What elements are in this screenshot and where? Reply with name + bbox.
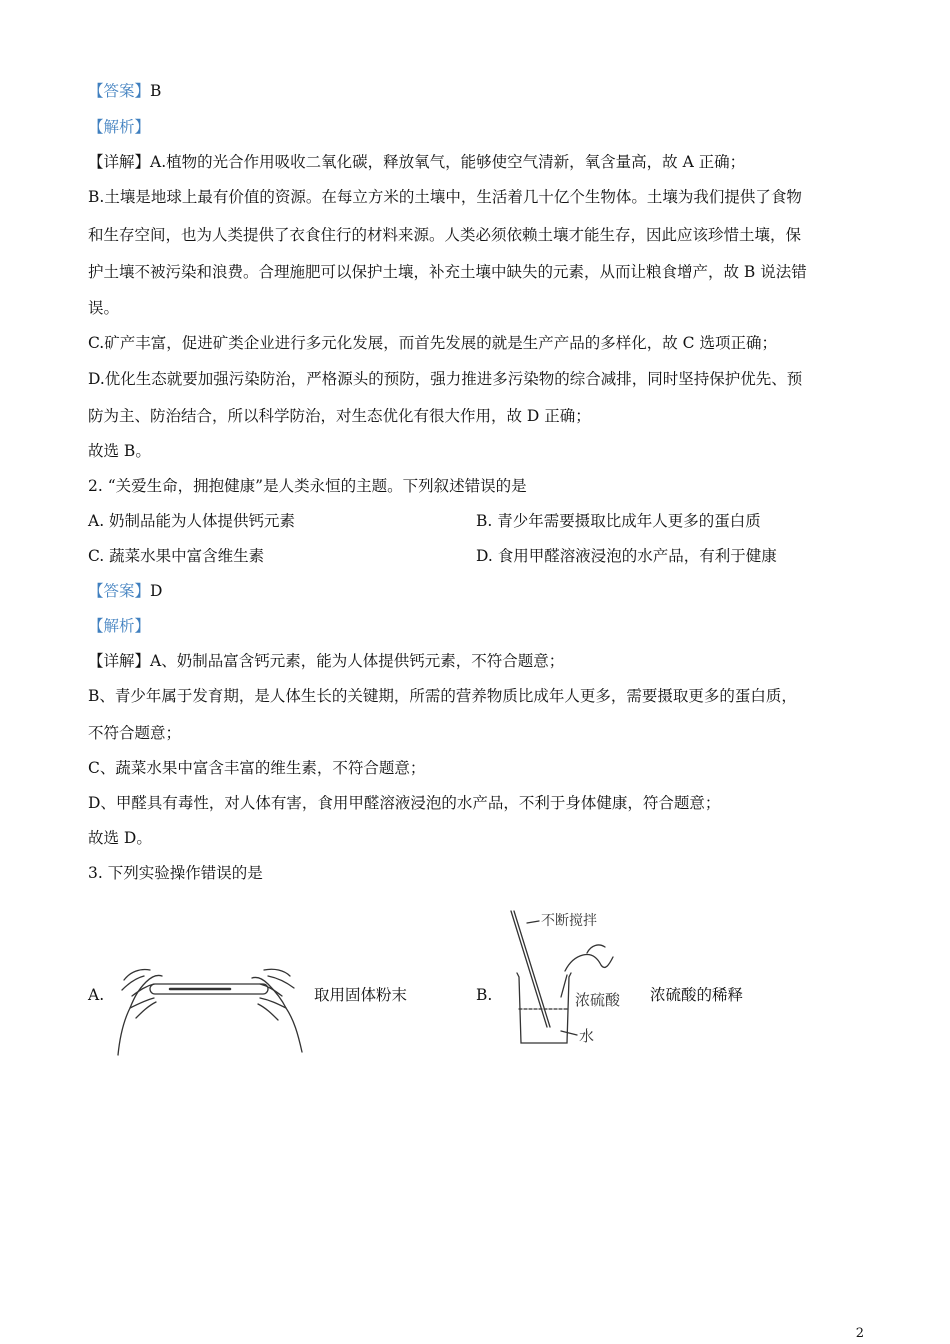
q2-option-d: D. 食用甲醛溶液浸泡的水产品，有利于健康 (476, 547, 777, 565)
answer-tag: 【答案】 (88, 582, 151, 600)
q2-detail-line-2: B、青少年属于发育期，是人体生长的关键期，所需的营养物质比成年人更多，需要摄取更多的蛋白质， (88, 687, 797, 705)
q2-option-c: C. 蔬菜水果中富含维生素 (88, 547, 265, 565)
hands-holding-test-tube-illustration (110, 960, 310, 1060)
q1-answer-line (88, 81, 161, 101)
analysis-tag: 【解析】 (88, 617, 151, 635)
q2-option-b: B. 青少年需要摄取比成年人更多的蛋白质 (476, 512, 761, 530)
q1-detail-line-8: 防为主、防治结合，所以科学防治，对生态优化有很大作用，故 D 正确； (88, 407, 591, 425)
answer-value: B (150, 82, 162, 100)
q1-detail-line-2: B.土壤是地球上最有价值的资源。在每立方米的土壤中，生活着几十亿个生物体。土壤为我们提供了食物 (88, 188, 802, 206)
q2-detail-line-5: D、甲醛具有毒性，对人体有害，食用甲醛溶液浸泡的水产品，不利于身体健康，符合题意； (88, 794, 721, 812)
detail-tag: 【详解】 (88, 652, 151, 670)
q3-option-a-caption: 取用固体粉末 (314, 986, 408, 1004)
q3-option-b-label: B. (476, 986, 493, 1004)
detail-tag: 【详解】 (88, 153, 151, 171)
acid-dilution-beaker-illustration (505, 905, 640, 1055)
q2-option-a: A. 奶制品能为人体提供钙元素 (88, 512, 296, 530)
answer-tag: 【答案】 (88, 82, 151, 100)
q2-detail-line-1: 【详解】A、奶制品富含钙元素，能为人体提供钙元素，不符合题意； (88, 652, 565, 670)
stir-label: 不断搅拌 (541, 912, 597, 928)
q1-conclusion: 故选 B。 (88, 442, 151, 460)
q1-detail-line-1: 【详解】A.植物的光合作用吸收二氧化碳，释放氧气，能够使空气清新，氧含量高，故 A 正确； (88, 153, 746, 171)
q1-detail-line-5: 误。 (88, 299, 120, 317)
q2-answer-line (88, 581, 162, 601)
answer-value: D (150, 582, 163, 600)
q3-option-b-caption: 浓硫酸的稀释 (650, 986, 744, 1004)
q1-detail-line-4: 护土壤不被污染和浪费。合理施肥可以保护土壤，补充土壤中缺失的元素，从而让粮食增产，故 B 说法错 (88, 263, 807, 281)
q2-stem: 2. “关爱生命，拥抱健康”是人类永恒的主题。下列叙述错误的是 (88, 477, 527, 495)
q2-detail-line-3: 不符合题意； (88, 724, 182, 742)
q1-detail-line-7: D.优化生态就要加强污染防治，严格源头的预防，强力推进多污染物的综合减排，同时坚持保护优先、预 (88, 370, 803, 388)
analysis-tag: 【解析】 (88, 118, 151, 136)
water-label: 水 (579, 1028, 595, 1045)
q1-detail-line-6: C.矿产丰富，促进矿类企业进行多元化发展，而首先发展的就是生产产品的多样化，故 C 选项正确； (88, 334, 777, 352)
q2-detail-line-4: C、蔬菜水果中富含丰富的维生素，不符合题意； (88, 759, 426, 777)
q1-detail-line-3: 和生存空间，也为人类提供了衣食住行的材料来源。人类必须依赖土壤才能生存，因此应该珍惜土壤，保 (88, 226, 802, 244)
page-number: 2 (855, 1326, 864, 1341)
q3-option-a-label: A. (88, 986, 105, 1004)
q3-stem: 3. 下列实验操作错误的是 (88, 864, 263, 882)
q2-conclusion: 故选 D。 (88, 829, 152, 847)
acid-label: 浓硫酸 (575, 992, 621, 1009)
